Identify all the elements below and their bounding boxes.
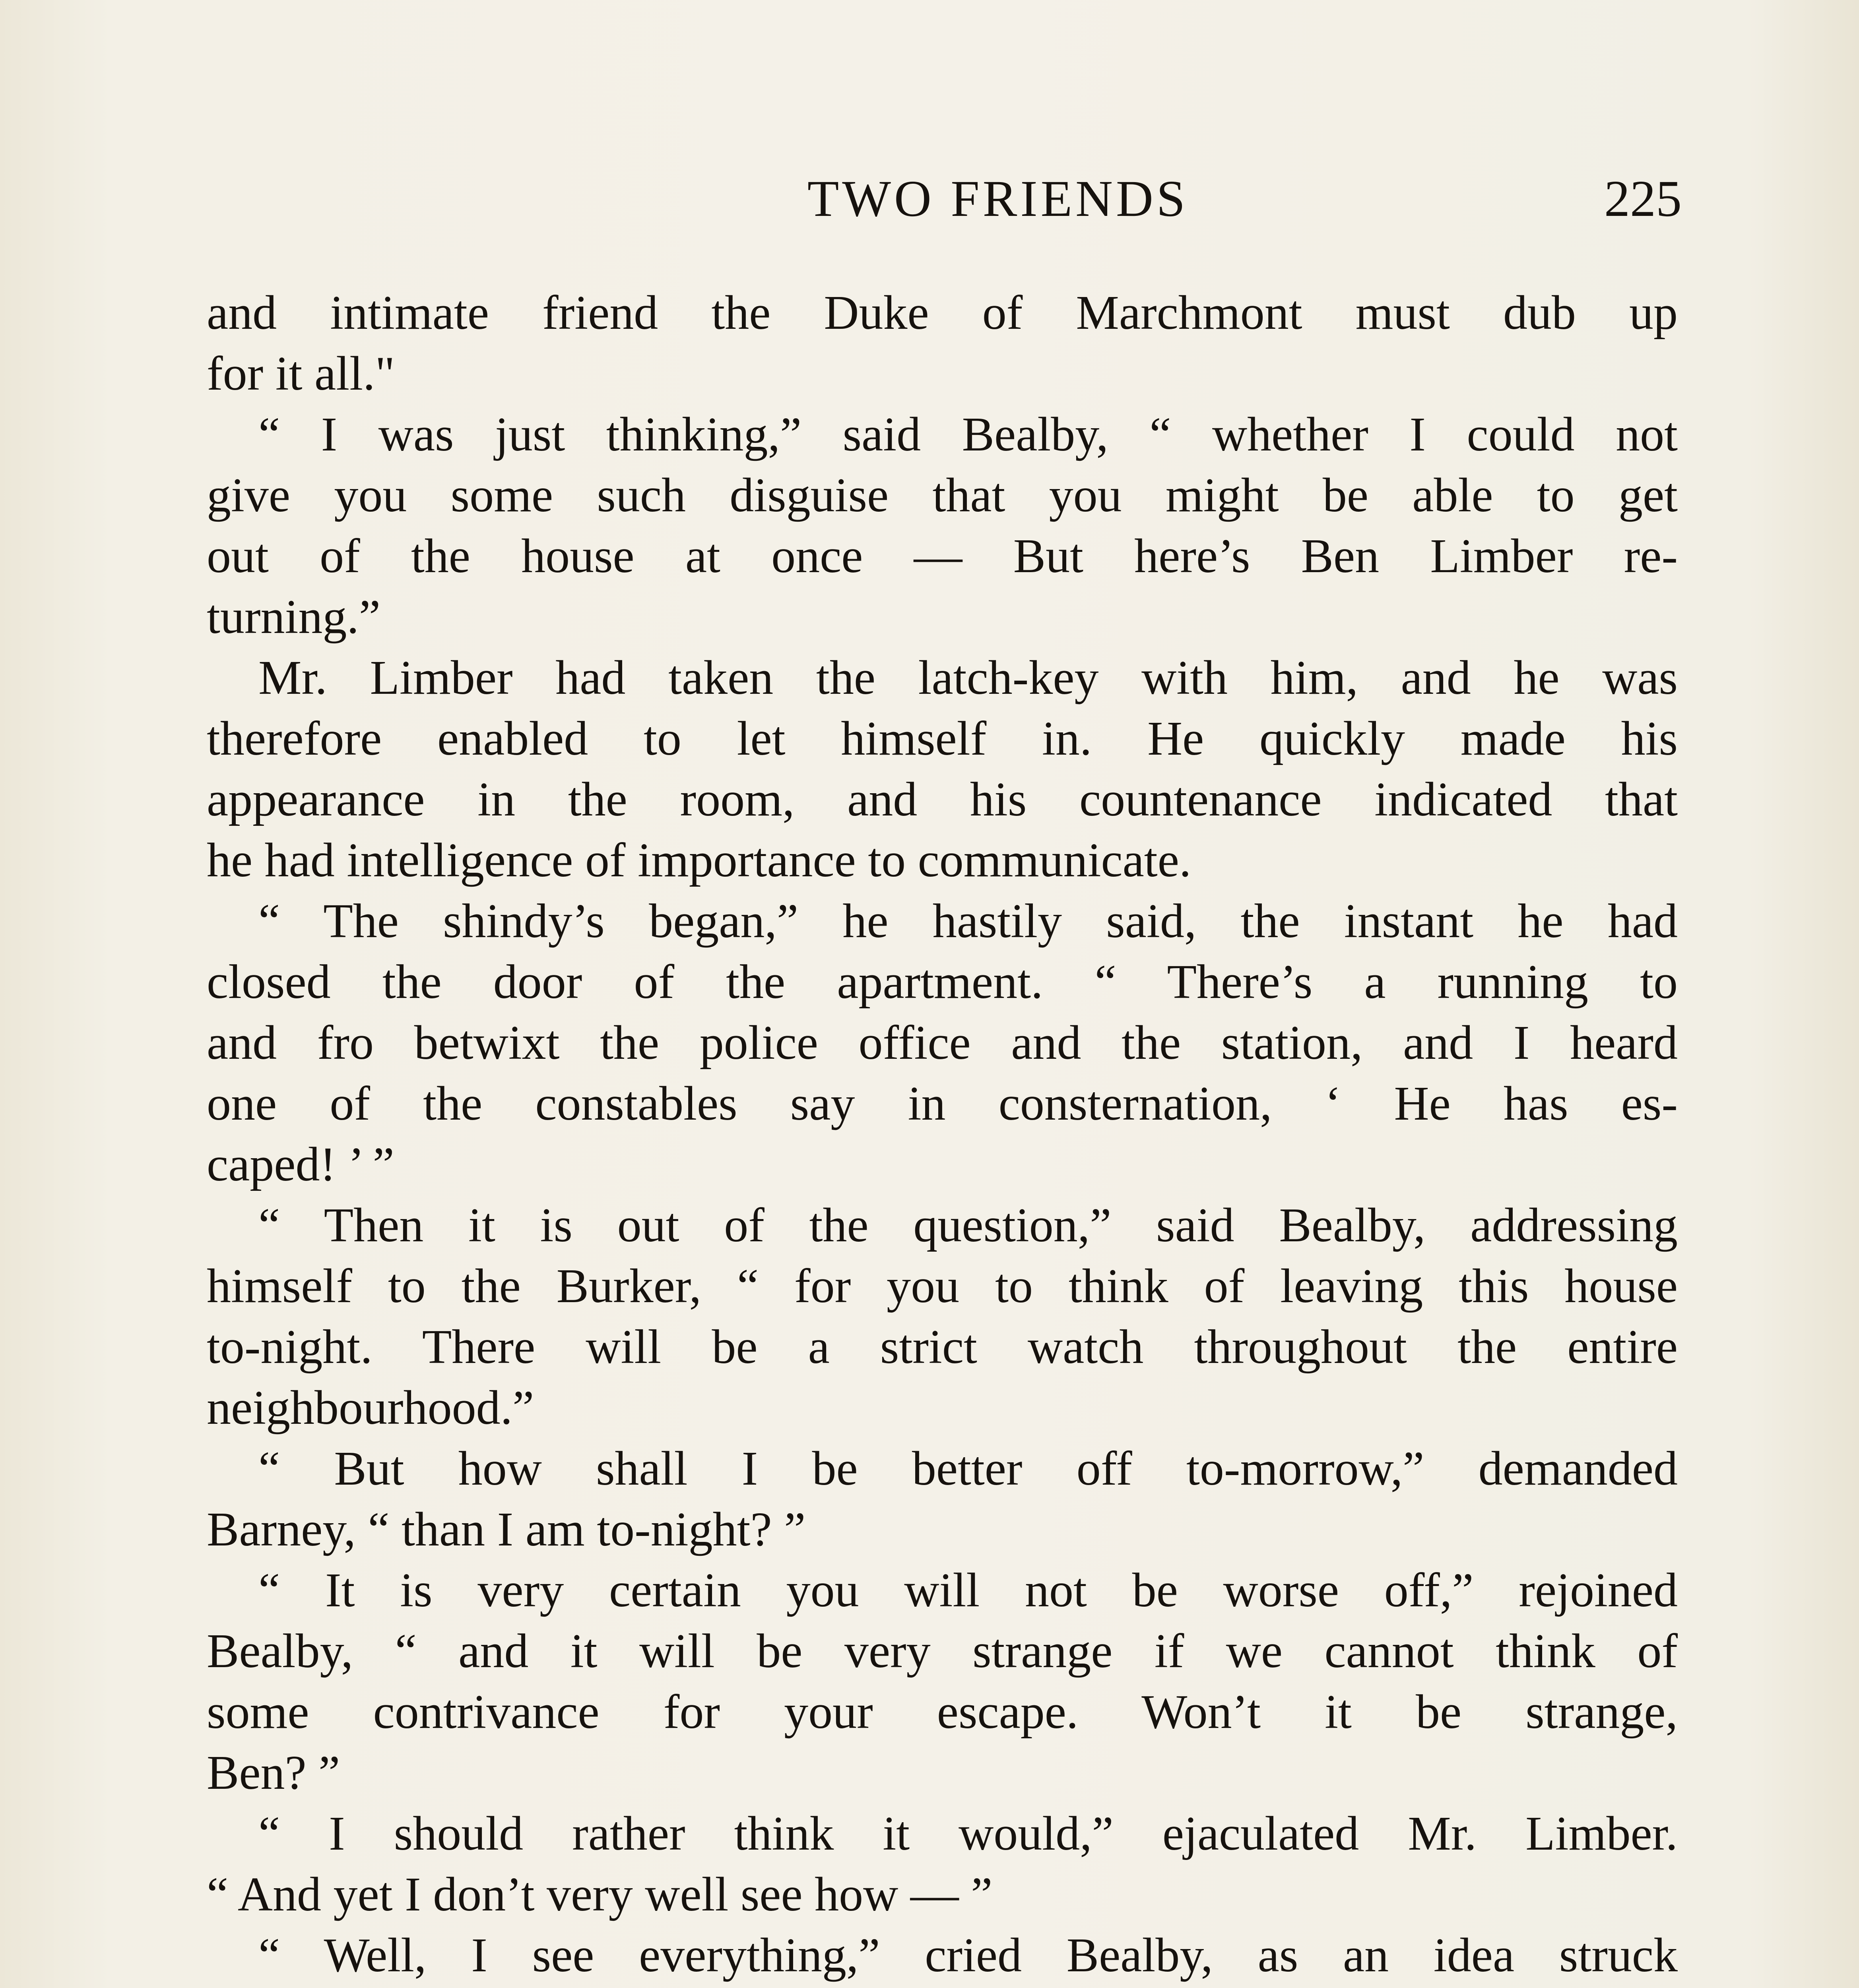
text-line: caped! ’ ”: [207, 1138, 394, 1191]
text-line: he had intelligence of importance to communicate.: [207, 833, 1191, 887]
text-line: therefore enabled to let himself in. He quickly made his: [207, 712, 1678, 765]
running-head: [211, 161, 1682, 237]
text-line: “ The shindy’s began,” he hastily said, the instant he had: [258, 894, 1678, 948]
text-line: “ But how shall I be better off to-morrow,” demanded: [258, 1442, 1678, 1495]
text-line: one of the constables say in consternation, ‘ He has es-: [207, 1077, 1678, 1130]
text-line: “ And yet I don’t very well see how — ”: [207, 1868, 993, 1921]
body-text: [207, 282, 1678, 1988]
text-line: for it all.": [207, 347, 395, 400]
text-line: closed the door of the apartment. “ There’s a running to: [207, 955, 1678, 1009]
text-line: give you some such disguise that you might be able to get: [207, 468, 1678, 522]
text-line: neighbourhood.”: [207, 1381, 534, 1435]
text-line: and fro betwixt the police office and the station, and I heard: [207, 1016, 1678, 1070]
page-number: 225: [1604, 170, 1682, 227]
text-line: himself to the Burker, “ for you to think of leaving this house: [207, 1259, 1678, 1313]
running-title: TWO FRIENDS: [807, 170, 1189, 227]
text-line: some contrivance for your escape. Won’t it be strange,: [207, 1685, 1678, 1739]
text-line: and intimate friend the Duke of Marchmont must dub up: [207, 286, 1678, 340]
text-line: appearance in the room, and his countenance indicated that: [207, 773, 1678, 826]
text-line: “ Well, I see everything,” cried Bealby, as an idea struck: [258, 1928, 1678, 1982]
text-line: Ben? ”: [207, 1746, 340, 1800]
text-line: “ Then it is out of the question,” said Bealby, addressing: [258, 1198, 1678, 1252]
text-line: “ It is very certain you will not be worse off,” rejoined: [258, 1563, 1678, 1617]
text-line: [207, 1986, 1678, 1988]
text-line: turning.”: [207, 590, 381, 644]
text-line: Barney, “ than I am to-night? ”: [207, 1503, 806, 1556]
text-line: “ I was just thinking,” said Bealby, “ whether I could not: [258, 408, 1678, 461]
text-line: “ I should rather think it would,” ejaculated Mr. Limber.: [258, 1807, 1678, 1860]
text-line: Bealby, “ and it will be very strange if we cannot think of: [207, 1624, 1678, 1678]
text-line: to-night. There will be a strict watch throughout the entire: [207, 1320, 1678, 1374]
text-line: out of the house at once — But here’s Ben Limber re-: [207, 529, 1678, 583]
text-line: Mr. Limber had taken the latch-key with him, and he was: [258, 651, 1678, 705]
